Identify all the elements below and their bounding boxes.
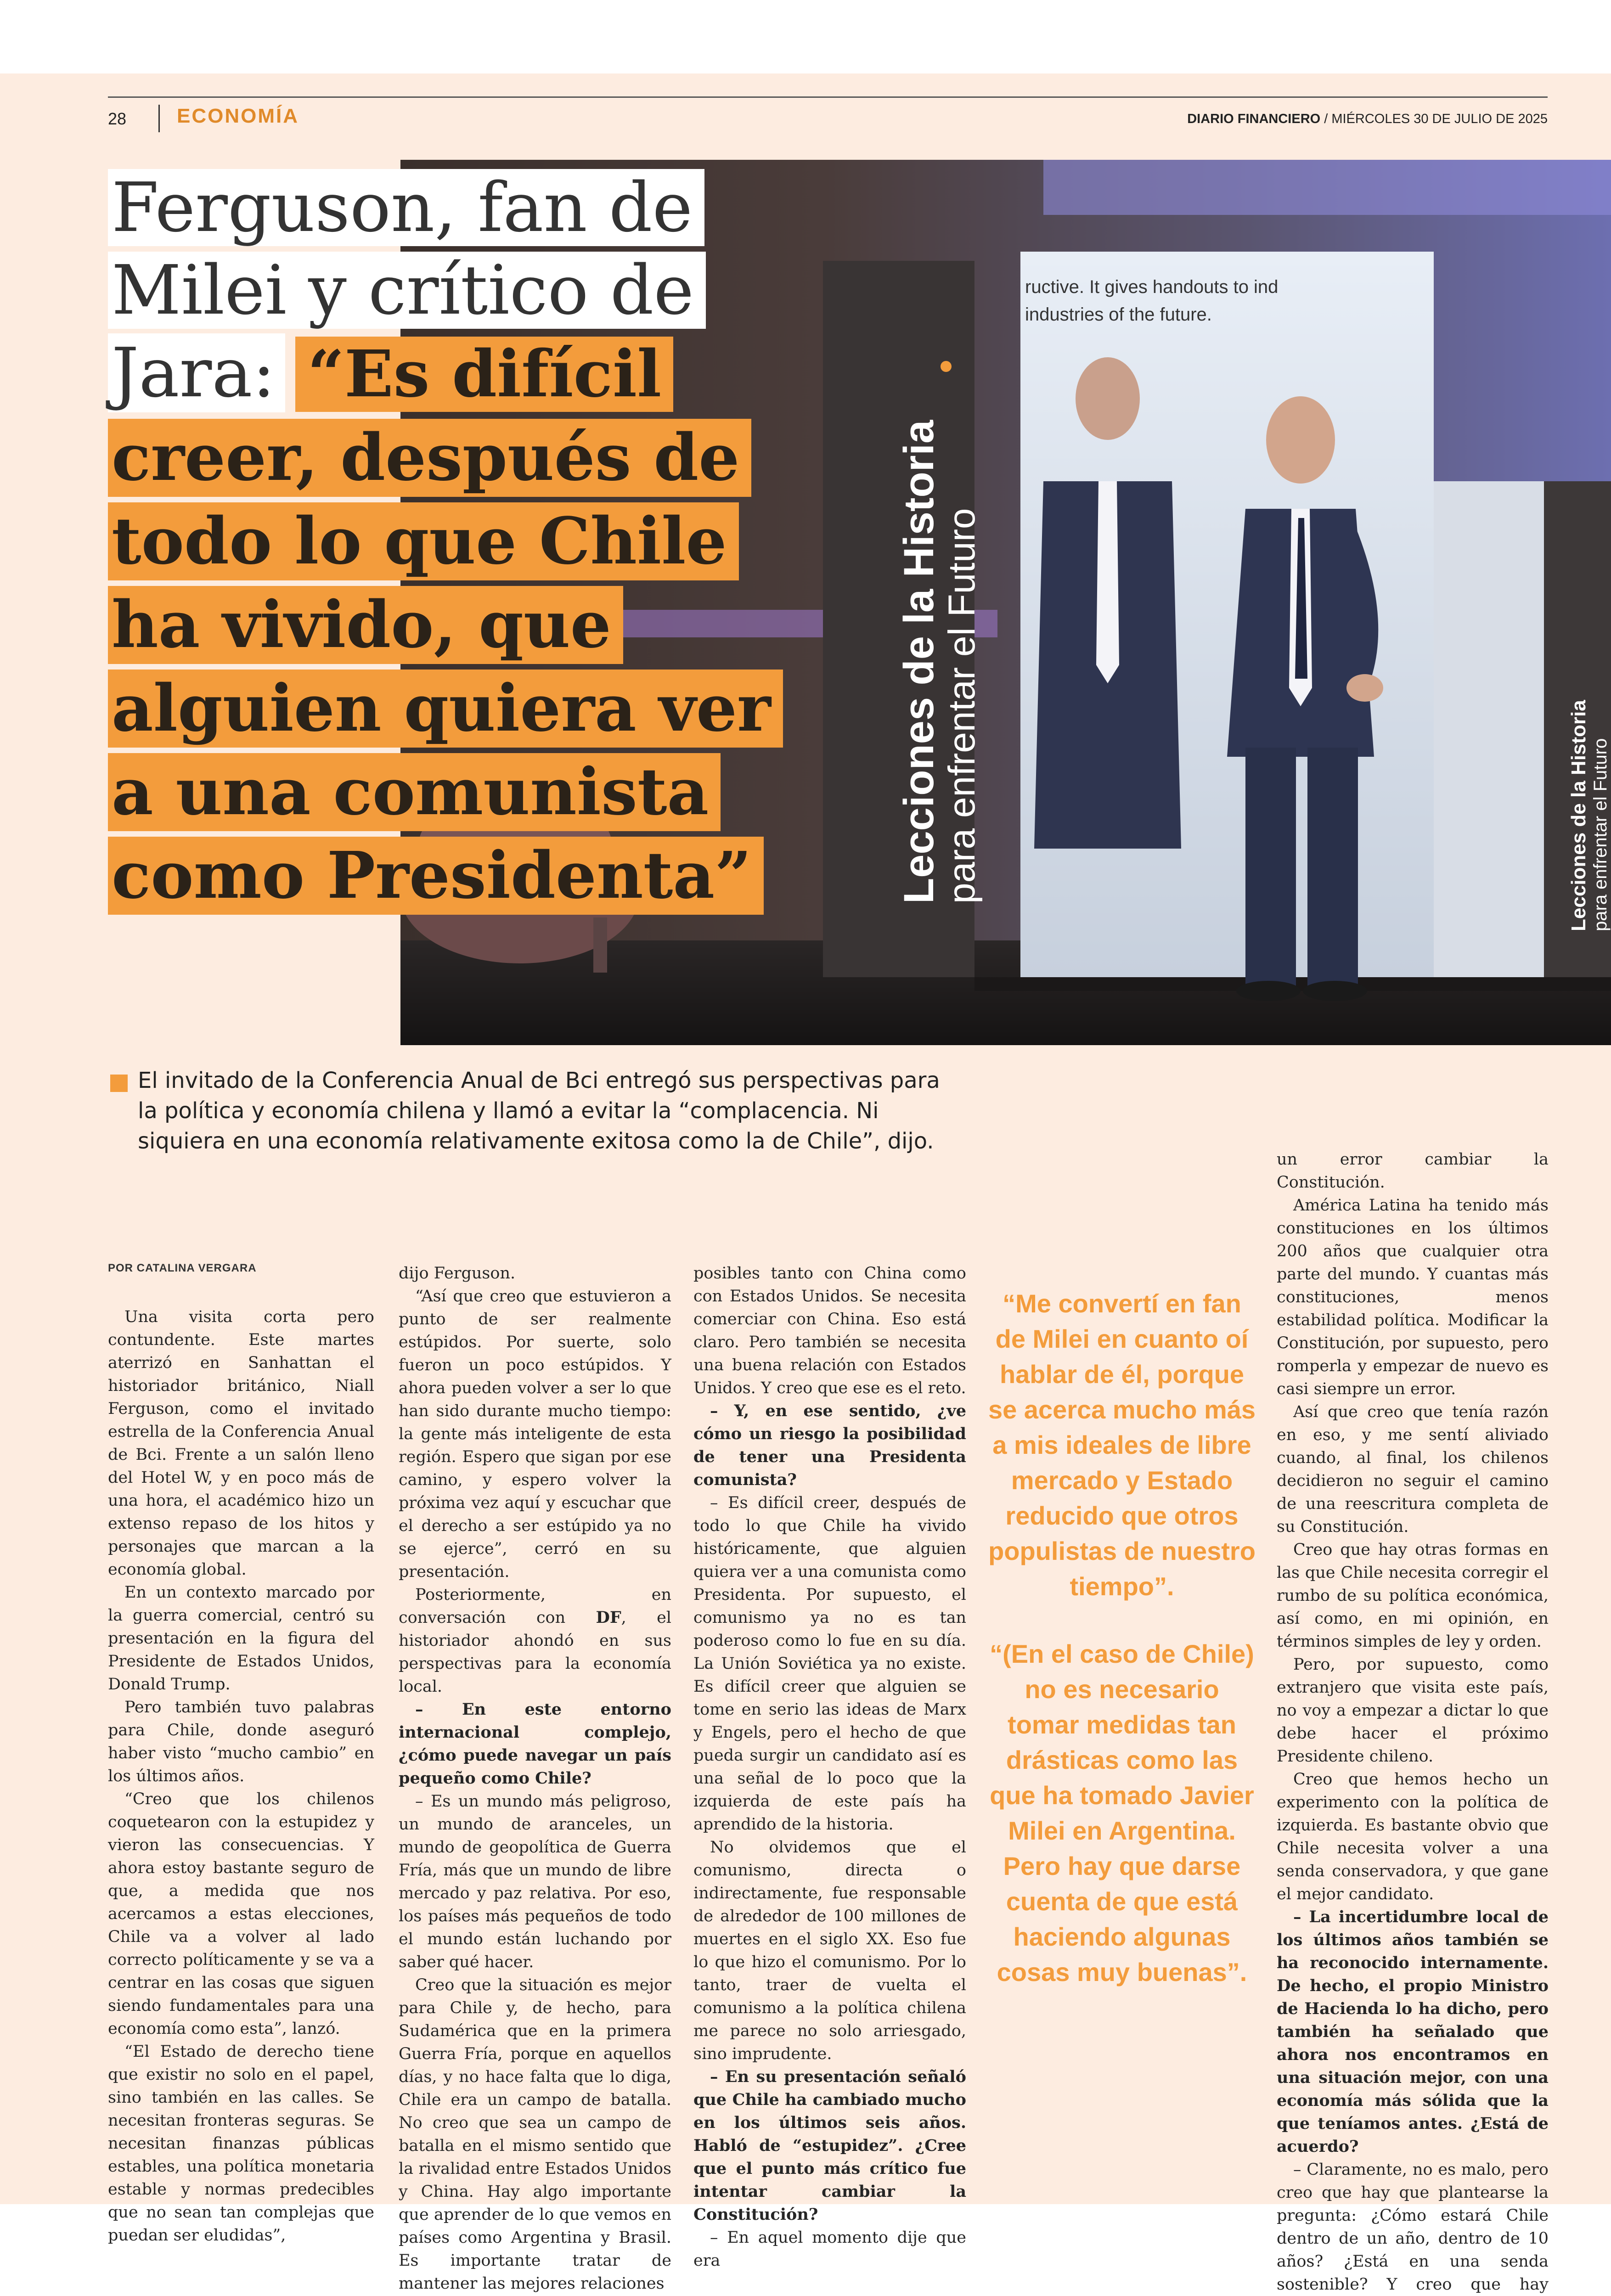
paragraph: un error cambiar la Constitución. — [1277, 1150, 1549, 1192]
paragraph: Pero, por supuesto, como extranjero que visita este país, no voy a empezar a dictar lo que debe hacer el próximo Presidente chileno. — [1277, 1655, 1549, 1766]
text-run: , el historiador ahondó en sus perspectivas para la economía local. — [399, 1609, 671, 1696]
pull-quote: “Me convertí en fan de Milei en cuanto oí hablar de él, porque se acerca mucho más a mis ideales de libre mercado y Estado reducido que otros populistas de nuestro tiempo”. — [988, 1289, 1256, 1601]
interview-question — [693, 1400, 966, 1491]
interview-question — [399, 1698, 671, 1790]
paragraph: Creo que hay otras formas en las que Chile necesita corregir el rumbo de su política económica, así como, en mi opinión, en términos simples de ley y orden. — [1277, 1541, 1549, 1651]
byline: POR CATALINA VERGARA — [108, 1262, 257, 1274]
question-text: – La incertidumbre local de los últimos años también se ha reconocido internamente. De hecho, el propio Ministro de Hacienda lo ha dicho, pero también ha señalado que ahora nos encontramos en una situación mejor, con una economía más sólida que la que teníamos antes. ¿Está de acuerdo? — [1277, 1908, 1549, 2156]
paragraph: Creo que hemos hecho un experimento con la política de izquierda. Es bastante obvio que Chile necesita volver a una senda conservadora, y que gane el mejor candidato. — [1277, 1770, 1549, 1903]
headline-line — [108, 334, 673, 413]
screen-text-2: industries of the future. — [1025, 304, 1212, 325]
pull-quotes — [986, 1286, 1257, 2022]
headline-segment-light: Jara: — [108, 333, 285, 412]
paragraph: Pero también tuvo palabras para Chile, donde aseguró haber visto “mucho cambio” en los últimos años. — [108, 1698, 374, 1785]
body-column-2 — [399, 1262, 671, 2295]
question-text: – En este entorno internacional complejo, ¿cómo puede navegar un país pequeño como Chile? — [399, 1700, 671, 1788]
text-run: Posteriormente, en conversación con — [399, 1586, 671, 1627]
newspaper-dateline — [1187, 112, 1548, 127]
paragraph: No olvidemos que el comunismo, directa o indirectamente, fue responsable de alrededor de 100 millones de muertes en el siglo XX. Eso fue lo que hizo el comunismo. Por lo tanto, traer de vuelta el comunismo a la política chilena me parece no solo arriesgado, sino imprudente. — [693, 1838, 966, 2063]
question-text: – En su presentación señaló que Chile ha cambiado mucho en los últimos seis años. Habló de “estupidez”. ¿Cree que el punto más crítico fue intentar cambiar la Constitución? — [693, 2067, 966, 2224]
paragraph: Una visita corta pero contundente. Este martes aterrizó en Sanhattan el historiador británico, Niall Ferguson, como el invitado estrella de la Conferencia Anual de Bci. Frente a un salón lleno del Hotel W, y en poco más de una hora, el académico hizo un extenso repaso de los hitos y personajes que marcan a la economía global. — [108, 1308, 374, 1579]
paragraph: – Es difícil creer, después de todo lo que Chile ha vivido históricamente, que alguien quiera ver a una comunista como Presidenta. Por supuesto, el comunismo ya no es tan poderoso como lo fue en su día. La Unión Soviética ya no existe. Es difícil creer que alguien se tome en serio las ideas de Marx y Engels, pero el hecho de que pueda surgir un candidato así es una señal de lo poco que la izquierda de este país ha aprendido de la historia. — [693, 1494, 966, 1834]
body-column-5 — [1277, 1148, 1549, 2296]
banner-side-line2: para enfrentar el Futuro — [1590, 738, 1611, 931]
paragraph: “Creo que los chilenos coquetearon con la estupidez y vieron las consecuencias. Y ahora estoy bastante seguro de que, a medida que nos acercamos a estas elecciones, Chile va a volver al lado correcto políticamente y se va a centrar en las cosas que siguen siendo fundamentales para una economía como esta”, lanzó. — [108, 1790, 374, 2038]
section-label: ECONOMÍA — [177, 105, 299, 127]
header-rule — [108, 96, 1548, 98]
banner-main-line1: Lecciones de la Historia — [896, 420, 942, 904]
newspaper-name: DIARIO FINANCIERO — [1187, 112, 1321, 126]
paragraph: “Así que creo que estuvieron a punto de ser realmente estúpidos. Por suerte, solo fueron un poco estúpidos. Y ahora pueden volver a ser lo que han sido durante mucho tiempo: la gente más inteligente de esta región. Espero que sigan por ese camino, y espero volver la próxima vez aquí y escuchar que el derecho a ser estúpido ya no se ejerce”, cerró en su presentación. — [399, 1287, 671, 1581]
page-number: 28 — [108, 109, 127, 128]
body-column-3 — [693, 1262, 966, 2272]
paragraph: Así que creo que tenía razón en eso, y me sentí aliviado cuando, al final, los chilenos decidieron no seguir el camino de una reescritura completa de su Constitución. — [1277, 1403, 1549, 1536]
headline-segment-quote: “Es difícil — [295, 337, 673, 412]
headline-quote-line: alguien quiera ver — [108, 670, 783, 748]
headline-line: Ferguson, fan de — [108, 169, 704, 246]
paragraph: posibles tanto con China como con Estados Unidos. Se necesita comerciar con China. Eso está claro. Pero también se necesita una buena relación con Estados Unidos. Y creo que ese es el reto. — [693, 1264, 966, 1397]
interview-question — [1277, 1906, 1549, 2158]
paragraph: – Es un mundo más peligroso, un mundo de aranceles, un mundo de geopolítica de Guerra Fría, más que un mundo de libre mercado y paz relativa. Por eso, los países más pequeños de todo el mundo están luchando por saber qué hacer. — [399, 1792, 671, 1971]
paragraph: América Latina ha tenido más constituciones en los últimos 200 años que cualquier otra parte del mundo. Y cuantas más constituciones, menos estabilidad política. Modificar la Constitución, por supuesto, pero romperla y empezar de nuevo es casi siempre un error. — [1277, 1196, 1549, 1398]
lead-paragraph: El invitado de la Conferencia Anual de Bci entregó sus perspectivas para la política y economía chilena y llamó a evitar la “complacencia. Ni siquiera en una economía relativamente exitosa como la de Chile”, dijo. — [138, 1068, 940, 1154]
paragraph — [399, 1583, 671, 1698]
paragraph: Creo que la situación es mejor para Chile y, de hecho, para Sudamérica que en la primera Guerra Fría, porque en aquellos días, y no hace falta que lo diga, Chile era un campo de batalla. No creo que sea un campo de batalla en el mismo sentido que la rivalidad entre Estados Unidos y China. Hay algo importante que aprender de lo que vemos en países como Argentina y Brasil. Es importante tratar de mantener las mejores relaciones — [399, 1976, 671, 2293]
text-run-bold: DF — [596, 1608, 621, 1627]
banner-side-line1: Lecciones de la Historia — [1567, 700, 1590, 931]
headline — [108, 168, 771, 920]
interview-question — [693, 2065, 966, 2226]
pull-quote: “(En el caso de Chile) no es necesario tomar medidas tan drásticas como las que ha tomado Javier Milei en Argentina. Pero hay que darse cuenta de que está haciendo algunas cosas muy buenas”. — [990, 1639, 1254, 1986]
headline-quote-line: ha vivido, que — [108, 586, 623, 664]
banner-main-line2: para enfrentar el Futuro — [941, 508, 983, 904]
headline-quote-line: todo lo que Chile — [108, 502, 739, 580]
headline-quote-line: creer, después de — [108, 419, 751, 497]
section-divider — [158, 105, 160, 132]
issue-date: / MIÉRCOLES 30 DE JULIO DE 2025 — [1320, 112, 1548, 126]
paragraph: “El Estado de derecho tiene que existir no solo en el papel, sino también en las calles. Se necesitan fronteras seguras. Se necesitan finanzas públicas estables, una política monetaria estable y normas predecibles que no sean tan complejas que puedan ser eludidas”, — [108, 2043, 374, 2245]
paragraph: dijo Ferguson. — [399, 1264, 516, 1283]
question-text: – Y, en ese sentido, ¿ve cómo un riesgo la posibilidad de tener una Presidenta comunista? — [693, 1401, 966, 1489]
body-column-1 — [108, 1306, 374, 2247]
screen-text-1: ructive. It gives handouts to ind — [1025, 277, 1279, 297]
paragraph: – En aquel momento dije que era — [693, 2228, 966, 2270]
lead-bullet — [110, 1075, 128, 1092]
paragraph: – Claramente, no es malo, pero creo que hay que plantearse la pregunta: ¿Cómo estará Chile dentro de un año, dentro de 10 años? ¿Está en una senda sostenible? Y creo que hay — [1277, 2161, 1549, 2294]
headline-quote-line: como Presidenta” — [108, 837, 764, 915]
paragraph: En un contexto marcado por la guerra comercial, centró su presentación en la figura del Presidente de Estados Unidos, Donald Trump. — [108, 1583, 374, 1694]
headline-quote-line: a una comunista — [108, 753, 721, 831]
headline-line: Milei y crítico de — [108, 252, 706, 329]
